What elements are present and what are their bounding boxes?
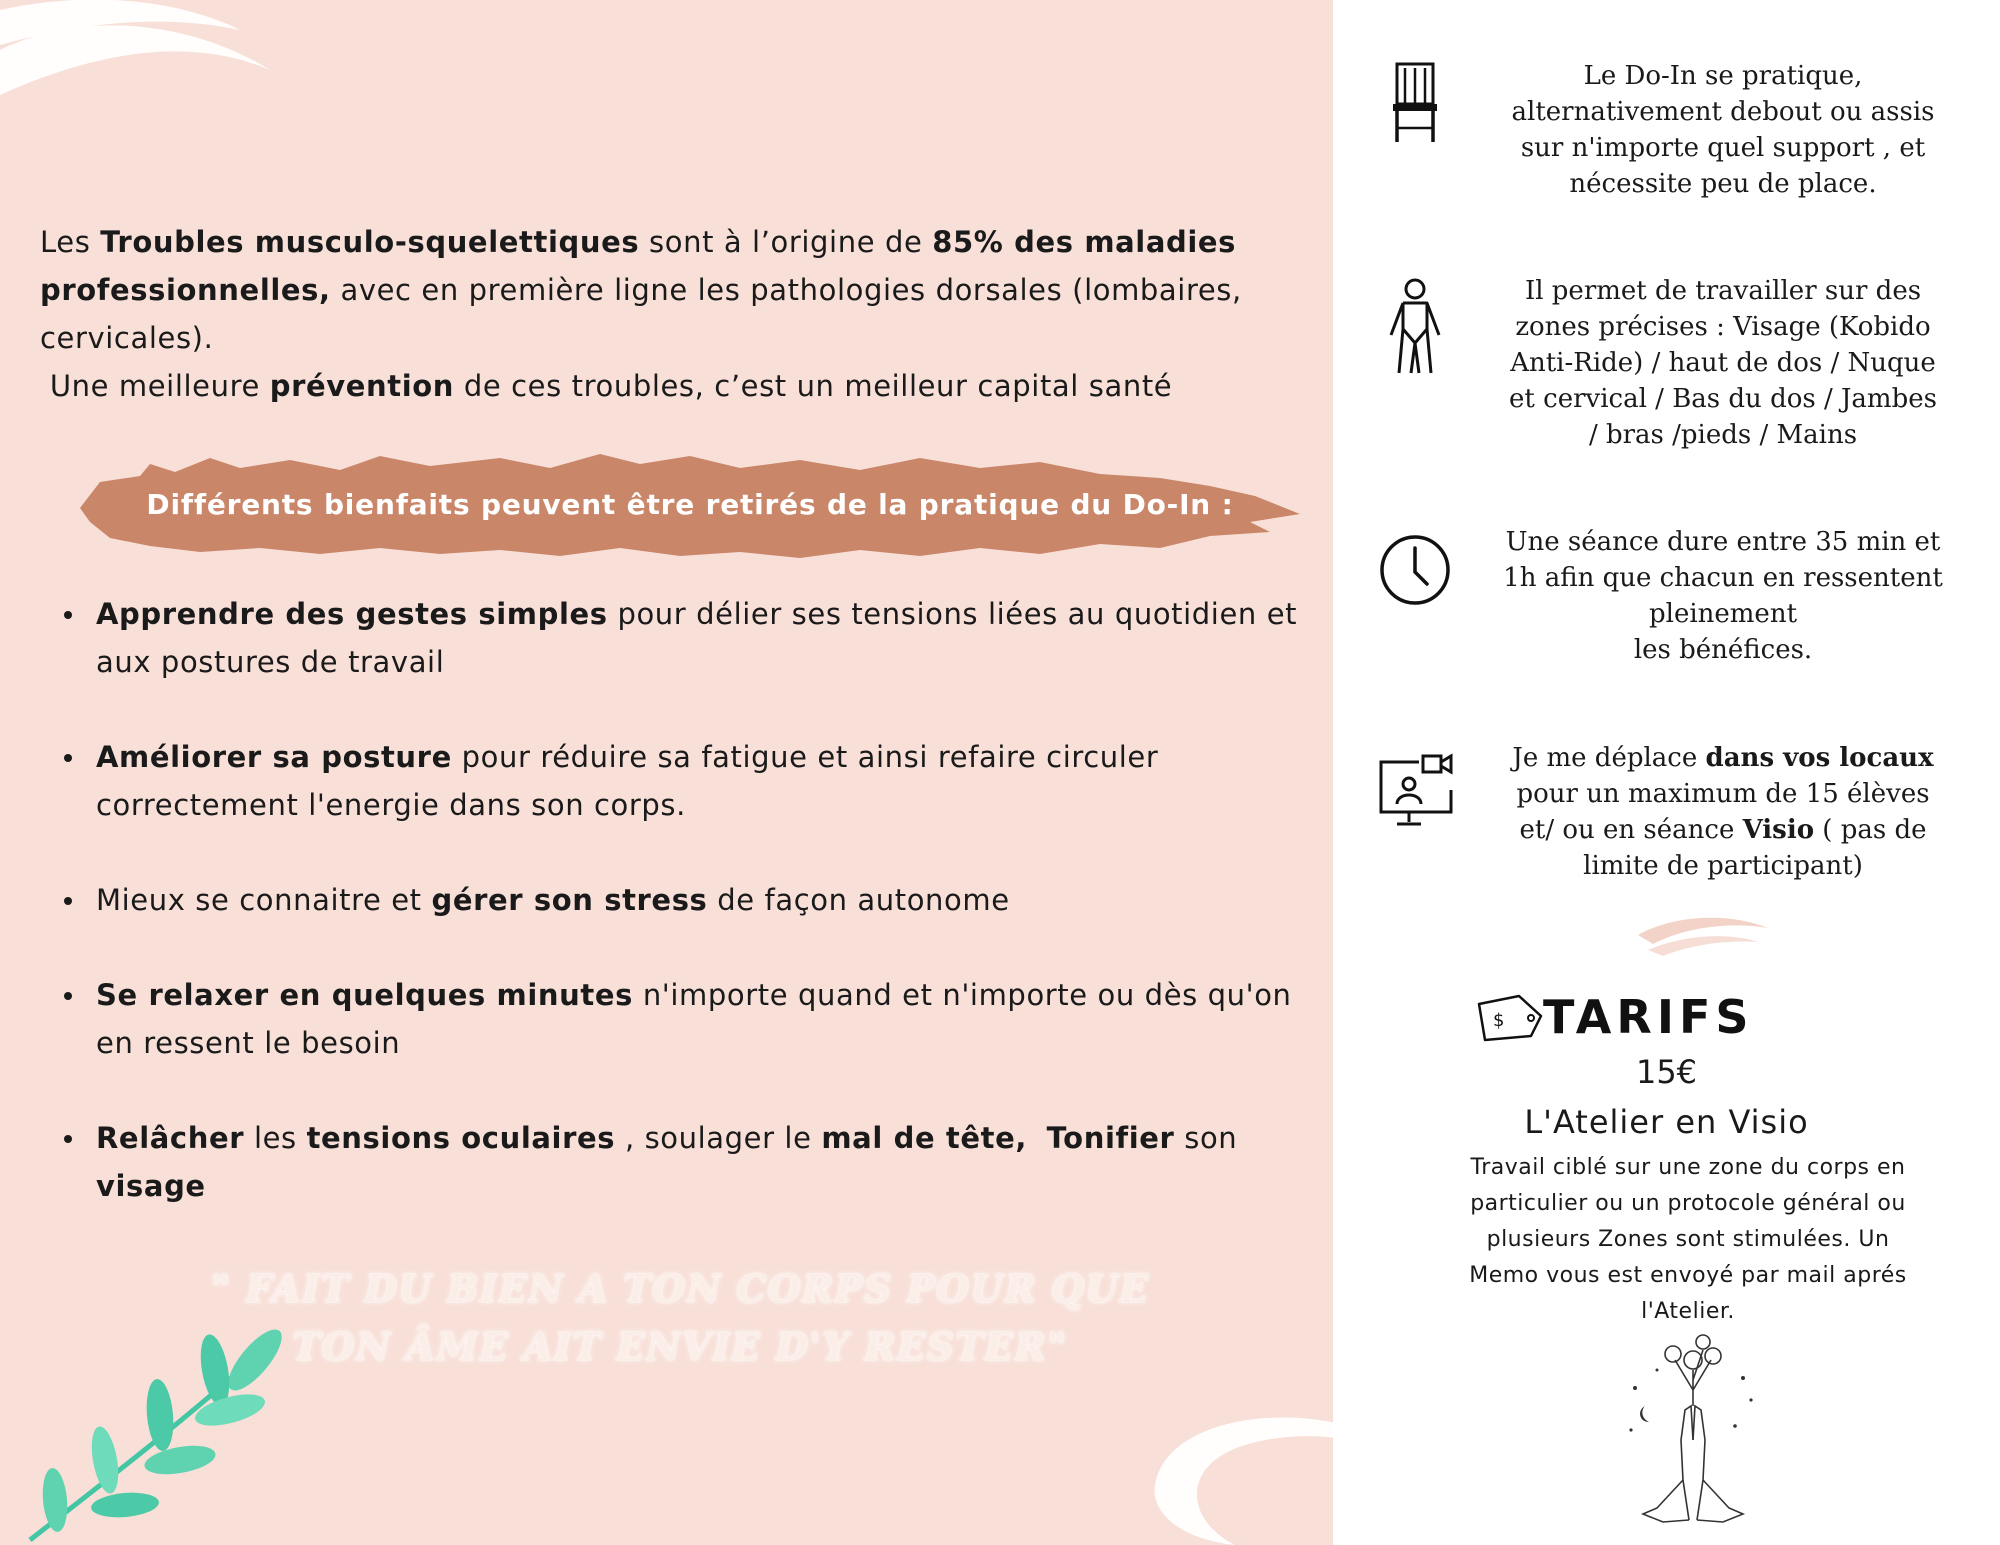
chair-icon [1373,60,1457,144]
quote-line: " FAIT DU BIEN A TON CORPS POUR QUE [210,1266,1150,1311]
price-tag-icon [1471,990,1547,1044]
feature-text: Il permet de travailler sur des zones précises : Visage (Kobido Anti-Ride) / haut de dos / Nuque et cervical / Bas du dos / Jambes / bras /pieds / Mains [1509,276,1937,450]
praying-hands-icon [1623,1330,1763,1530]
swoosh-decoration-small [1633,910,1773,960]
benefits-list [50,590,1300,1210]
leaf-branch-icon [20,1315,310,1545]
feature-text: Une séance dure entre 35 min et 1h afin que chacun en ressentent pleinement les bénéfices. [1503,527,1943,665]
swoosh-decoration-bottom [1125,1405,1333,1545]
person-icon [1373,277,1457,377]
benefit-item: Relâcher les tensions oculaires , soulager le mal de tête, Tonifier son visage [50,1114,1300,1210]
tarifs-title: TARIFS [1543,990,1754,1044]
banner-text: Différents bienfaits peuvent être retirés de la pratique du Do-In : [146,487,1234,521]
quote-line: TON ÂME AIT ENVIE D'Y RESTER" [292,1324,1068,1369]
benefits-banner [80,452,1300,562]
atelier-description: Travail ciblé sur une zone du corps en particulier ou un protocole général ou plusieurs Zones sont stimulées. Un Memo vous est envoyé par mail aprés l'Atelier. [1469,1155,1907,1324]
price: 15€ [1635,1053,1698,1091]
swoosh-decoration-top [0,0,300,140]
right-panel [1333,0,2000,1545]
benefit-item: Améliorer sa posture pour réduire sa fatigue et ainsi refaire circuler correctement l'energie dans son corps. [50,733,1300,829]
quote [180,1260,1180,1376]
benefit-item: Se relaxer en quelques minutes n'importe quand et n'importe ou dès qu'on en ressent le besoin [50,971,1300,1067]
atelier-title: L'Atelier en Visio [1524,1103,1809,1141]
intro-paragraph: Les Troubles musculo-squelettiques sont à l’origine de 85% des maladies professionnelles, avec en première ligne les pathologies dorsales (lombaires, cervicales). Une meilleure prévention de ces troubles, c’est un meilleur capital santé [40,225,1242,403]
feature-text: Le Do-In se pratique, alternativement debout ou assis sur n'importe quel support , et nécessite peu de place. [1511,61,1935,199]
clock-icon [1373,528,1457,612]
benefit-item: Apprendre des gestes simples pour délier ses tensions liées au quotidien et aux postures de travail [50,590,1300,686]
video-call-icon [1373,752,1457,836]
svg-text:$: $ [1493,1010,1505,1031]
feature-text: Je me déplace dans vos locaux pour un maximum de 15 élèves et/ ou en séance Visio ( pas de limite de participant) [1512,743,1934,881]
benefit-item: Mieux se connaitre et gérer son stress de façon autonome [50,876,1300,924]
